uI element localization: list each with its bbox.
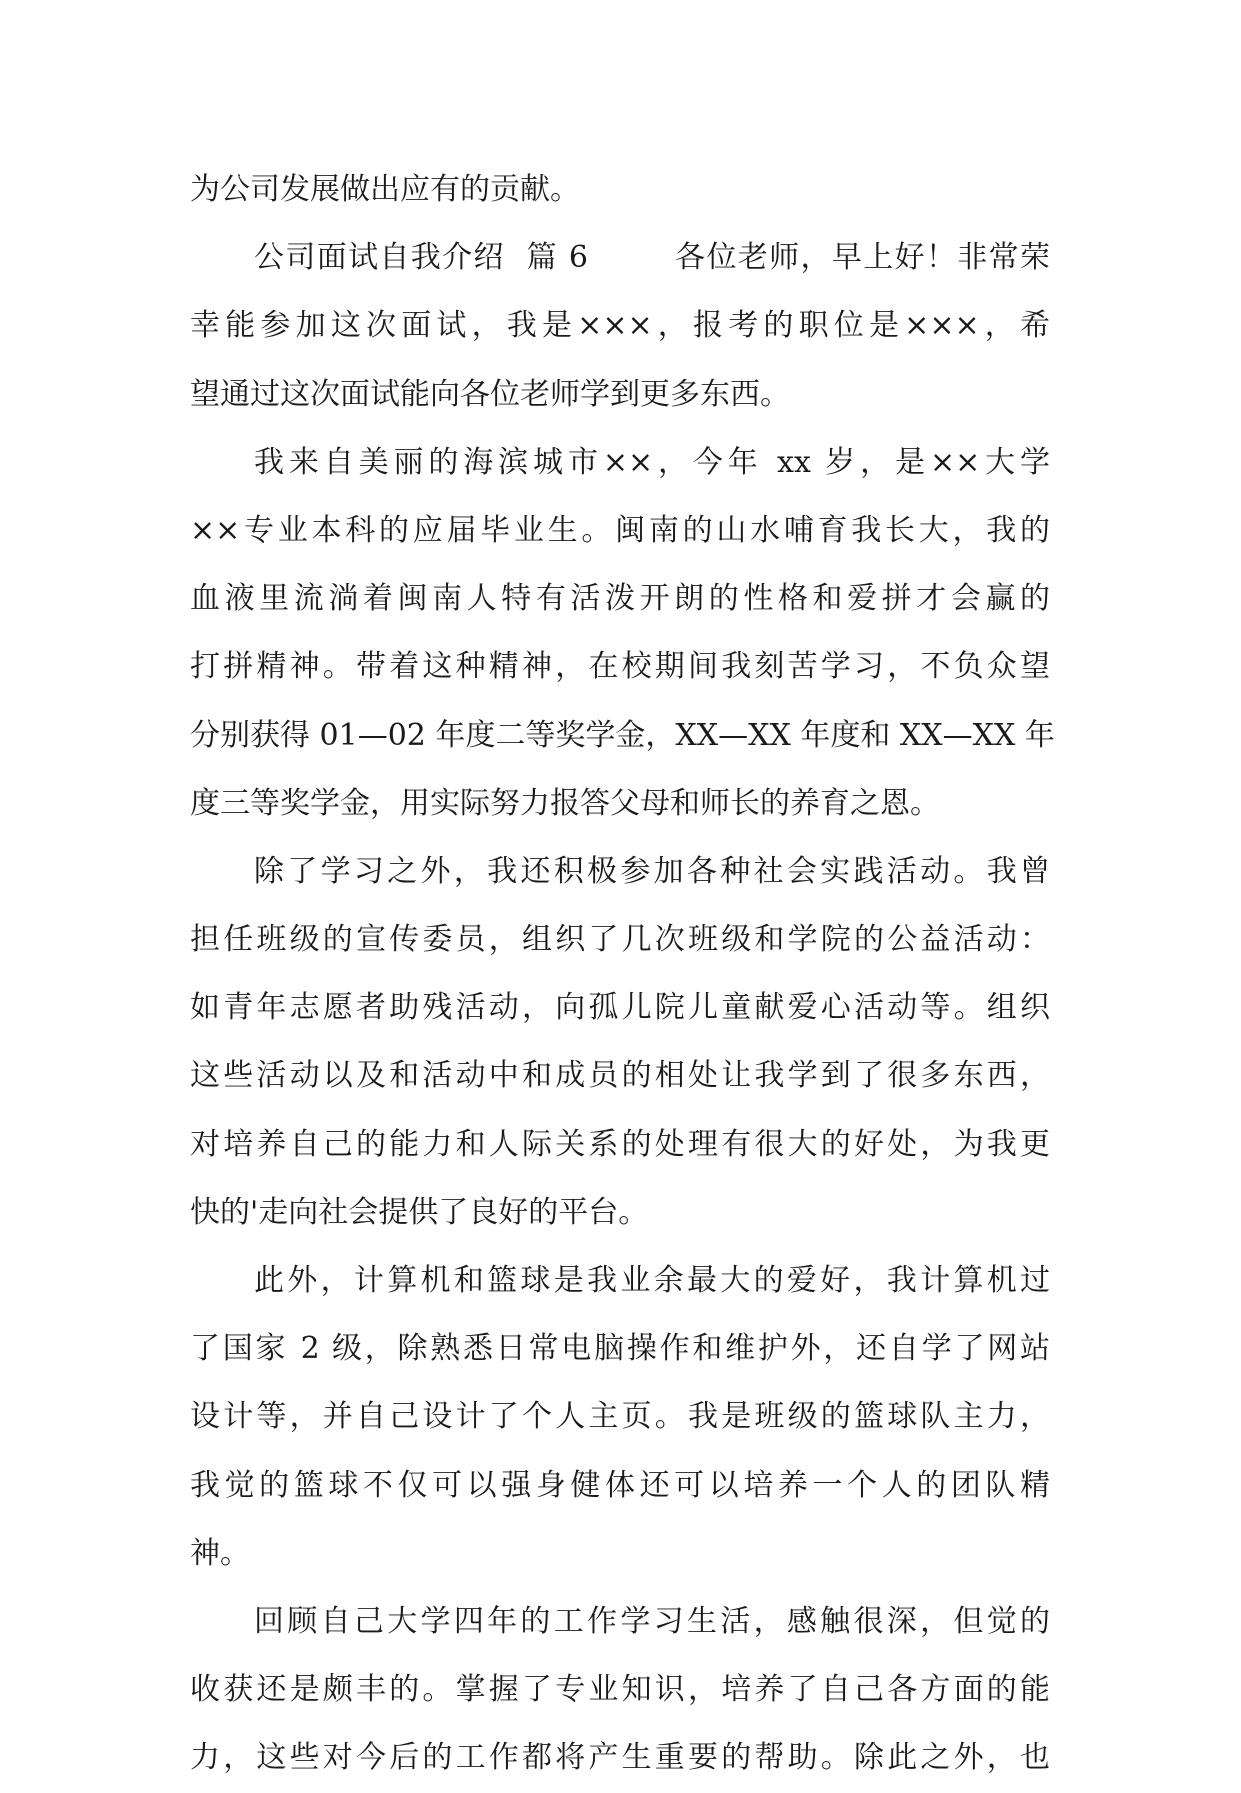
paragraph-start-line: 我来自美丽的海滨城市××，今年 xx 岁，是××大学 (254, 444, 1050, 480)
text-line: 打拼精神。带着这种精神，在校期间我刻苦学习，不负众望 (190, 649, 1050, 685)
paragraph-start-line: 此外，计算机和篮球是我业余最大的爱好，我计算机过 (254, 1263, 1050, 1298)
text-line: 如青年志愿者助残活动，向孤儿院儿童献爱心活动等。组织 (190, 990, 1050, 1026)
text-line: 神。 (190, 1535, 250, 1571)
text-line: 力，这些对今后的工作都将产生重要的帮助。除此之外，也 (190, 1740, 1050, 1776)
text-line: 血液里流淌着闽南人特有活泼开朗的性格和爱拼才会赢的 (190, 581, 1050, 617)
text-line: 分别获得 01—02 年度二等奖学金，XX—XX 年度和 XX—XX 年 (190, 717, 1055, 753)
text-line: 了国家 2 级，除熟悉日常电脑操作和维护外，还自学了网站 (190, 1331, 1050, 1367)
section-heading-line: 公司面试自我介绍 篇 6 各位老师，早上好！非常荣 (254, 240, 1050, 276)
text-line: 收获还是颇丰的。掌握了专业知识，培养了自己各方面的能 (190, 1672, 1050, 1708)
text-line: 快的'走向社会提供了良好的平台。 (190, 1194, 649, 1230)
text-line: 度三等奖学金，用实际努力报答父母和师长的养育之恩。 (190, 785, 940, 821)
text-line: 为公司发展做出应有的贡献。 (190, 172, 580, 207)
paragraph-start-line: 除了学习之外，我还积极参加各种社会实践活动。我曾 (254, 853, 1050, 889)
text-line: 幸能参加这次面试，我是×××，报考的职位是×××，希 (190, 308, 1050, 344)
text-line: 望通过这次面试能向各位老师学到更多东西。 (190, 376, 790, 412)
text-line: 这些活动以及和活动中和成员的相处让我学到了很多东西， (190, 1058, 1050, 1094)
text-line: 设计等，并自己设计了个人主页。我是班级的篮球队主力， (190, 1399, 1050, 1435)
text-line: 我觉的篮球不仅可以强身健体还可以培养一个人的团队精 (190, 1467, 1050, 1503)
text-line: ××专业本科的应届毕业生。闽南的山水哺育我长大，我的 (190, 512, 1050, 548)
document-body (190, 156, 1055, 1793)
text-line: 对培养自己的能力和人际关系的处理有很大的好处，为我更 (190, 1126, 1050, 1162)
paragraph-start-line: 回顾自己大学四年的工作学习生活，感触很深，但觉的 (254, 1603, 1050, 1639)
text-line: 担任班级的宣传委员，组织了几次班级和学院的公益活动： (190, 922, 1050, 958)
